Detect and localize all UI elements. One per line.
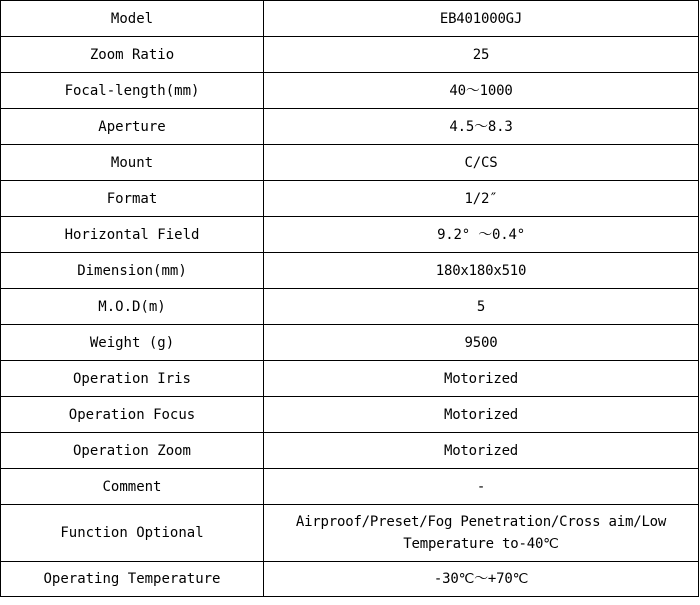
row-value: Motorized [264, 433, 699, 469]
table-row [1, 433, 699, 469]
row-label: Focal-length(mm) [1, 73, 264, 109]
table-row [1, 109, 699, 145]
row-label: Model [1, 1, 264, 37]
row-label: Weight (g) [1, 325, 264, 361]
table-row [1, 181, 699, 217]
row-label: Operation Focus [1, 397, 264, 433]
row-label: Comment [1, 469, 264, 505]
row-label: Horizontal Field [1, 217, 264, 253]
row-value: Airproof/Preset/Fog Penetration/Cross aim/Low Temperature to-40℃ [264, 505, 699, 562]
row-value: 1/2″ [264, 181, 699, 217]
row-label: Mount [1, 145, 264, 181]
row-value: Motorized [264, 397, 699, 433]
table-row [1, 361, 699, 397]
row-label: Dimension(mm) [1, 253, 264, 289]
table-row [1, 505, 699, 562]
row-value: 5 [264, 289, 699, 325]
row-value: 25 [264, 37, 699, 73]
row-label: Aperture [1, 109, 264, 145]
row-value: 180x180x510 [264, 253, 699, 289]
row-label: M.O.D(m) [1, 289, 264, 325]
table-row [1, 325, 699, 361]
row-label: Zoom Ratio [1, 37, 264, 73]
row-value: EB401000GJ [264, 1, 699, 37]
row-label: Operation Iris [1, 361, 264, 397]
table-row [1, 562, 699, 597]
table-row [1, 397, 699, 433]
row-value: 40～1000 [264, 73, 699, 109]
table-row [1, 145, 699, 181]
table-row [1, 289, 699, 325]
table-row [1, 469, 699, 505]
row-value: 4.5～8.3 [264, 109, 699, 145]
table-row [1, 37, 699, 73]
row-value: -30℃～+70℃ [264, 562, 699, 597]
table-row [1, 217, 699, 253]
row-label: Operating Temperature [1, 562, 264, 597]
table-row [1, 253, 699, 289]
row-label: Function Optional [1, 505, 264, 562]
row-value: C/CS [264, 145, 699, 181]
row-value: 9500 [264, 325, 699, 361]
table-row [1, 1, 699, 37]
row-value: Motorized [264, 361, 699, 397]
row-label: Format [1, 181, 264, 217]
row-label: Operation Zoom [1, 433, 264, 469]
row-value: 9.2° ～0.4° [264, 217, 699, 253]
table-row [1, 73, 699, 109]
row-value: - [264, 469, 699, 505]
